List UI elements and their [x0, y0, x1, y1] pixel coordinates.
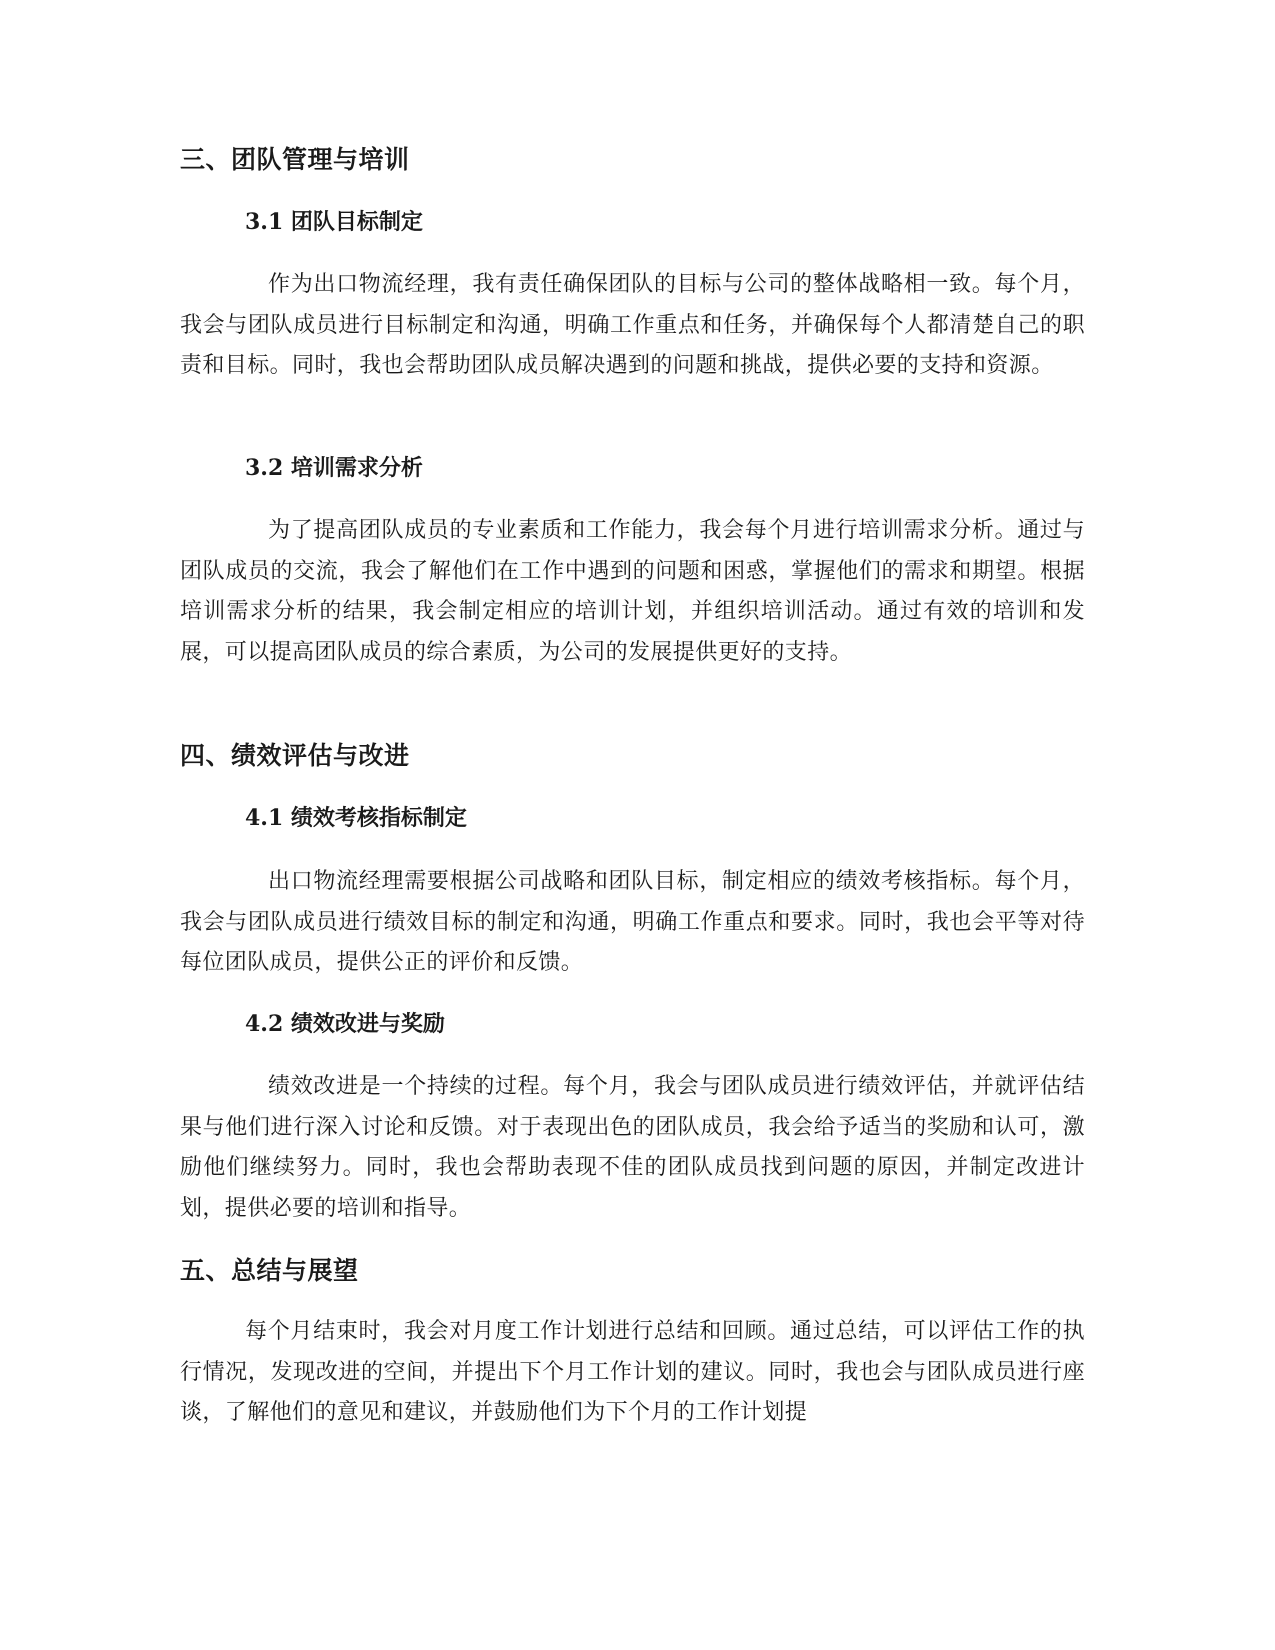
paragraph-4-1: 出口物流经理需要根据公司战略和团队目标，制定相应的绩效考核指标。每个月，我会与团队成员进行绩效目标的制定和沟通，明确工作重点和要求。同时，我也会平等对待每位团队成员，提供公正的评价和反馈。: [180, 869, 1085, 975]
subsection-title-3-1: 3.1 团队目标制定: [245, 209, 423, 235]
section-heading-4: 四、绩效评估与改进: [180, 741, 410, 770]
section-heading-3: 三、团队管理与培训: [180, 145, 410, 174]
subsection-title-3-2: 3.2 培训需求分析: [245, 455, 423, 481]
section-heading-5: 五、总结与展望: [180, 1256, 359, 1285]
paragraph-5: 每个月结束时，我会对月度工作计划进行总结和回顾。通过总结，可以评估工作的执行情况，发现改进的空间，并提出下个月工作计划的建议。同时，我也会与团队成员进行座谈，了解他们的意见和建议，并鼓励他们为下个月的工作计划提: [180, 1319, 1085, 1425]
paragraph-3-1: 作为出口物流经理，我有责任确保团队的目标与公司的整体战略相一致。每个月，我会与团队成员进行目标制定和沟通，明确工作重点和任务，并确保每个人都清楚自己的职责和目标。同时，我也会帮助团队成员解决遇到的问题和挑战，提供必要的支持和资源。: [180, 272, 1085, 378]
subsection-title-4-2: 4.2 绩效改进与奖励: [245, 1011, 445, 1037]
paragraph-3-2: 为了提高团队成员的专业素质和工作能力，我会每个月进行培训需求分析。通过与团队成员的交流，我会了解他们在工作中遇到的问题和困惑，掌握他们的需求和期望。根据培训需求分析的结果，我会制定相应的培训计划，并组织培训活动。通过有效的培训和发展，可以提高团队成员的综合素质，为公司的发展提供更好的支持。: [180, 518, 1085, 665]
subsection-title-4-1: 4.1 绩效考核指标制定: [245, 805, 467, 831]
document-page: [180, 0, 1085, 1650]
paragraph-4-2: 绩效改进是一个持续的过程。每个月，我会与团队成员进行绩效评估，并就评估结果与他们进行深入讨论和反馈。对于表现出色的团队成员，我会给予适当的奖励和认可，激励他们继续努力。同时，我也会帮助表现不佳的团队成员找到问题的原因，并制定改进计划，提供必要的培训和指导。: [180, 1074, 1085, 1221]
